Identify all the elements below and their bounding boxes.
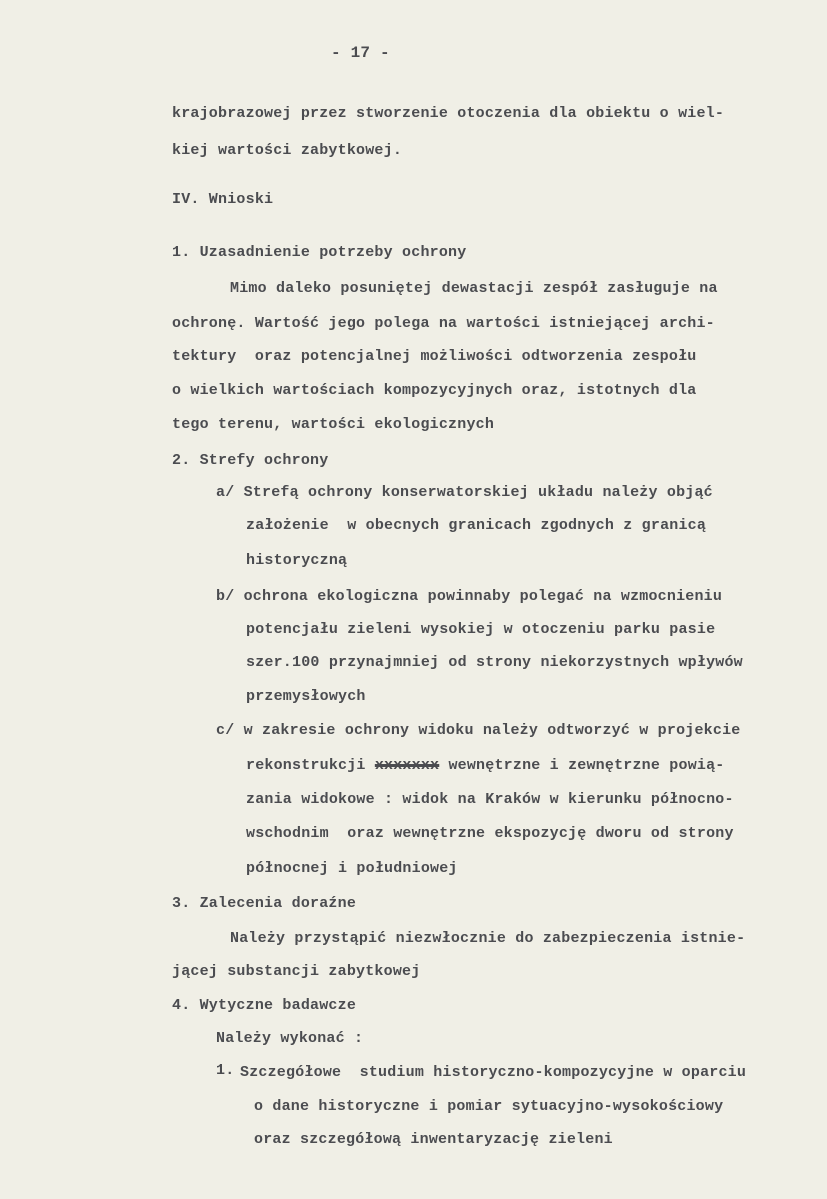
- s2-c-line-2: [246, 757, 725, 775]
- s4-item-line: oraz szczegółową inwentaryzację zieleni: [254, 1131, 613, 1148]
- s2-b-line: potencjału zieleni wysokiej w otoczeniu parku pasie: [246, 621, 716, 638]
- s2-c-prefix: rekonstrukcji: [246, 757, 375, 774]
- s2-c-line: północnej i południowej: [246, 860, 458, 877]
- s1-line: o wielkich wartościach kompozycyjnych oraz, istotnych dla: [172, 382, 697, 399]
- struck-out-text: xxxxxxx: [374, 757, 440, 774]
- intro-line-1: krajobrazowej przez stworzenie otoczenia dla obiektu o wiel-: [172, 105, 725, 122]
- s2-b-line: przemysłowych: [246, 688, 366, 705]
- section-heading: IV. Wnioski: [172, 191, 274, 208]
- s4-title: 4. Wytyczne badawcze: [172, 997, 357, 1014]
- s3-title: 3. Zalecenia doraźne: [172, 895, 357, 912]
- s2-a-line: a/ Strefą ochrony konserwatorskiej układu należy objąć: [216, 484, 713, 501]
- s4-item-line: Szczegółowe studium historyczno-kompozycyjne w oparciu: [240, 1064, 747, 1081]
- s1-line: Mimo daleko posuniętej dewastacji zespół zasługuje na: [230, 280, 718, 297]
- s2-b-line: b/ ochrona ekologiczna powinnaby polegać na wzmocnieniu: [216, 588, 723, 605]
- s4-item-line: o dane historyczne i pomiar sytuacyjno-wysokościowy: [254, 1098, 724, 1115]
- s2-title: 2. Strefy ochrony: [172, 452, 329, 469]
- s2-b-line: szer.100 przynajmniej od strony niekorzystnych wpływów: [246, 654, 743, 671]
- s2-c-line: wschodnim oraz wewnętrzne ekspozycję dworu od strony: [246, 825, 734, 842]
- s1-line: tektury oraz potencjalnej możliwości odtworzenia zespołu: [172, 348, 697, 365]
- s2-a-line: założenie w obecnych granicach zgodnych z granicą: [246, 517, 707, 534]
- intro-line-2: kiej wartości zabytkowej.: [172, 142, 403, 159]
- s2-c-suffix: wewnętrzne i zewnętrzne powią-: [439, 757, 725, 774]
- s1-line: tego terenu, wartości ekologicznych: [172, 416, 495, 433]
- s2-c-line: zania widokowe : widok na Kraków w kierunku północno-: [246, 791, 734, 808]
- s2-c-line: c/ w zakresie ochrony widoku należy odtworzyć w projekcie: [216, 722, 741, 739]
- s1-title: 1. Uzasadnienie potrzeby ochrony: [172, 244, 467, 261]
- s3-line: Należy przystąpić niezwłocznie do zabezpieczenia istnie-: [230, 930, 746, 947]
- s4-lead: Należy wykonać :: [216, 1030, 364, 1047]
- page-number: - 17 -: [331, 44, 390, 62]
- s2-a-line: historyczną: [246, 552, 348, 569]
- s4-item-number: 1.: [216, 1062, 235, 1079]
- s3-line: jącej substancji zabytkowej: [172, 963, 421, 980]
- s1-line: ochronę. Wartość jego polega na wartości istniejącej archi-: [172, 315, 715, 332]
